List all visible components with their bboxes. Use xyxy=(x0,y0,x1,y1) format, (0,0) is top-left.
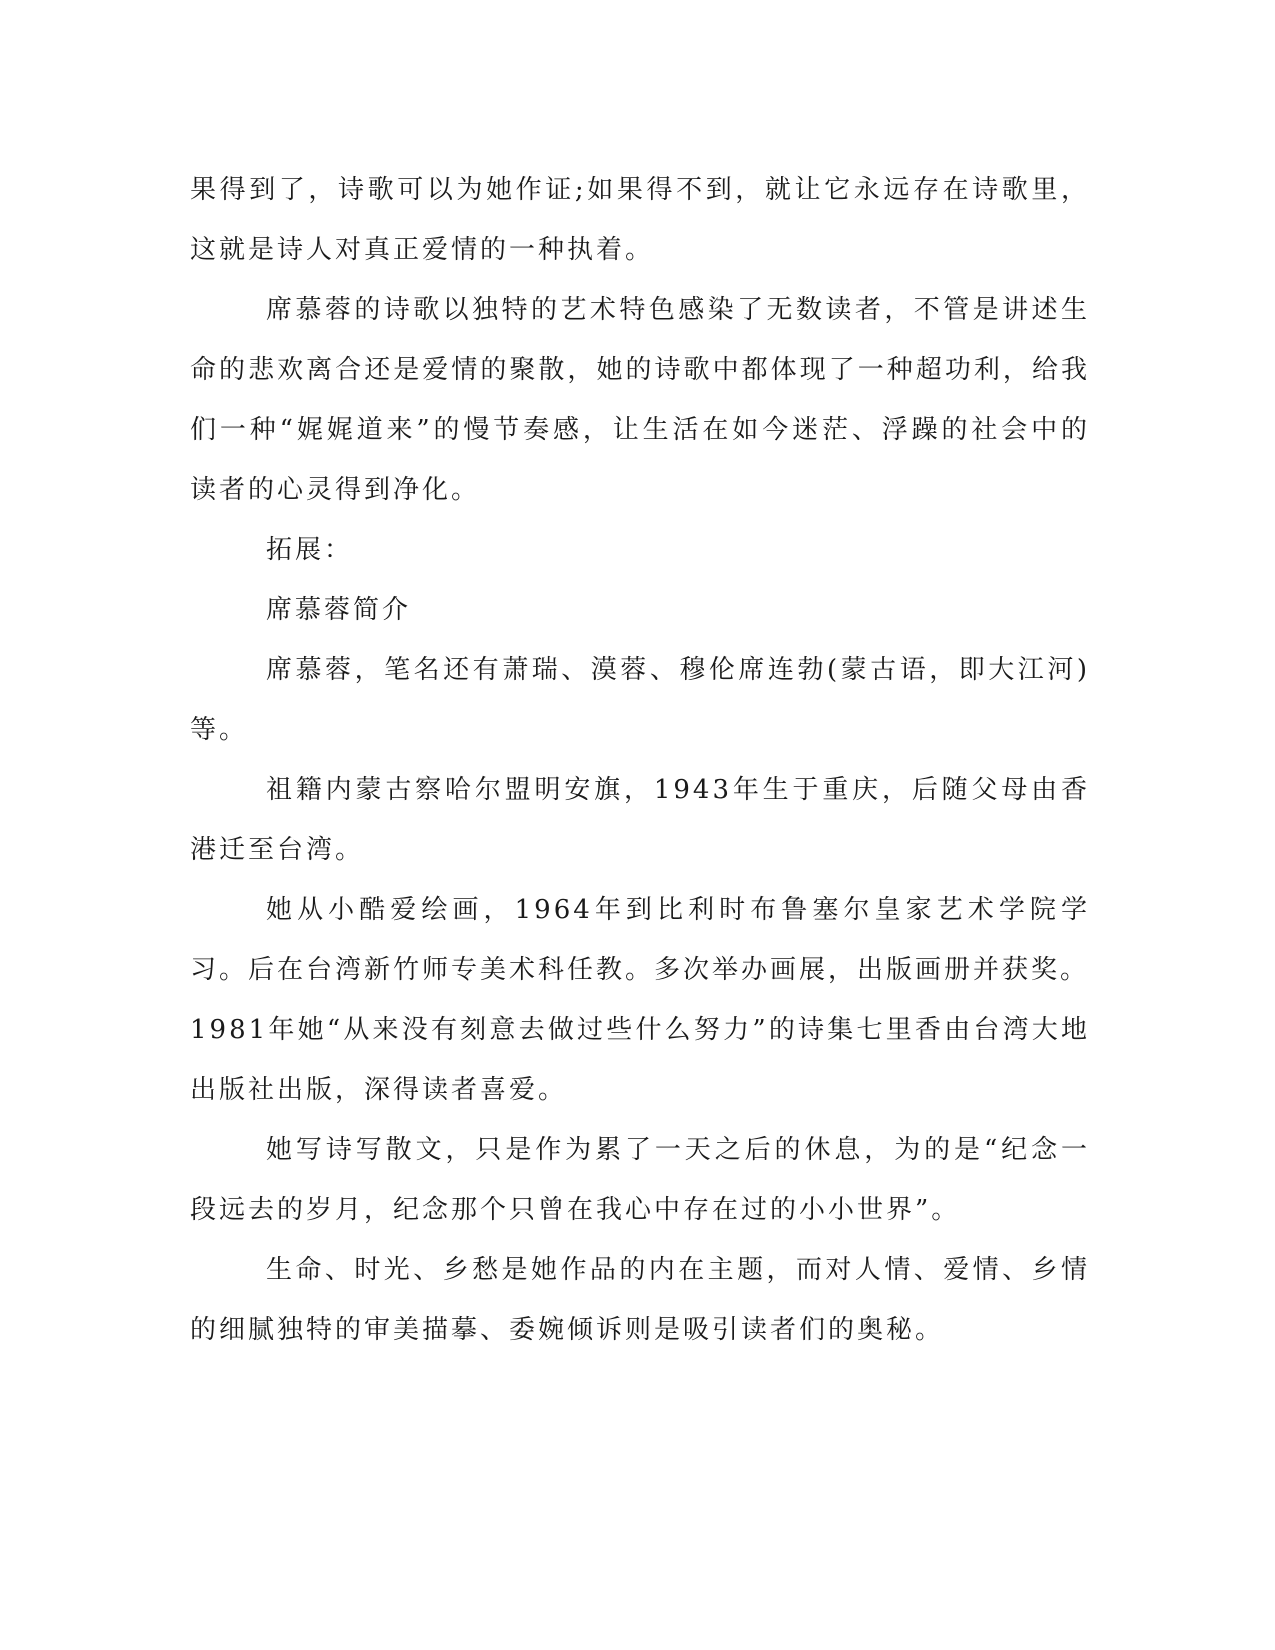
document-body xyxy=(190,160,1090,1360)
paragraph-writing-purpose: 她写诗写散文，只是作为累了一天之后的休息，为的是“纪念一段远去的岁月，纪念那个只曾在我心中存在过的小小世界”。 xyxy=(190,1135,1090,1225)
paragraph-painting-career: 她从小酷爱绘画，1964年到比利时布鲁塞尔皇家艺术学院学习。后在台湾新竹师专美术科任教。多次举办画展，出版画册并获奖。 xyxy=(190,895,1090,985)
paragraph-extension-label: 拓展： xyxy=(266,535,354,565)
paragraph-qilixiang: 1981年她“从来没有刻意去做过些什么努力”的诗集七里香由台湾大地出版社出版，深得读者喜爱。 xyxy=(190,1015,1090,1105)
paragraph-themes: 生命、时光、乡愁是她作品的内在主题，而对人情、爱情、乡情的细腻独特的审美描摹、委婉倾诉则是吸引读者们的奥秘。 xyxy=(190,1255,1090,1345)
paragraph-pen-names: 席慕蓉，笔名还有萧瑞、漠蓉、穆伦席连勃(蒙古语，即大江河)等。 xyxy=(190,655,1090,745)
paragraph-poetry-features: 席慕蓉的诗歌以独特的艺术特色感染了无数读者，不管是讲述生命的悲欢离合还是爱情的聚散，她的诗歌中都体现了一种超功利，给我们一种“娓娓道来”的慢节奏感，让生活在如今迷茫、浮躁的社会中的读者的心灵得到净化。 xyxy=(190,295,1090,505)
paragraph-bio-heading: 席慕蓉简介 xyxy=(266,595,412,625)
paragraph-continuation: 果得到了，诗歌可以为她作证;如果得不到，就让它永远存在诗歌里，这就是诗人对真正爱情的一种执着。 xyxy=(190,175,1090,265)
paragraph-origin: 祖籍内蒙古察哈尔盟明安旗，1943年生于重庆，后随父母由香港迁至台湾。 xyxy=(190,775,1090,865)
